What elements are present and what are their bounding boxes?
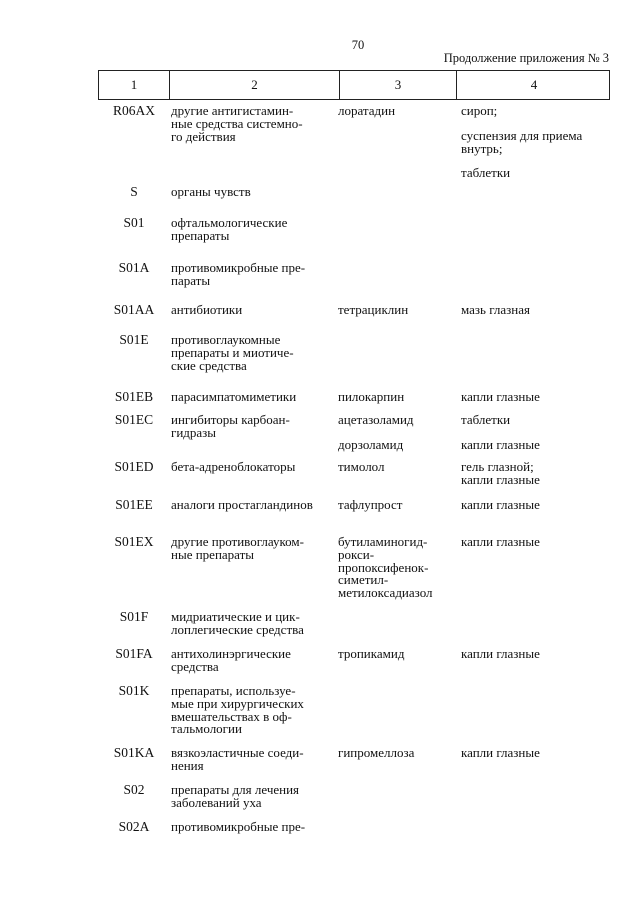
dosage-form-cell <box>461 414 611 452</box>
drug-name: тимолол <box>338 459 385 474</box>
drug-name-cell <box>338 461 458 474</box>
dosage-form: сироп; <box>461 103 498 118</box>
drug-name-cell <box>338 304 458 317</box>
group-name-cell: органы чувств <box>171 184 251 199</box>
group-name-cell: другие антигистамин- ные средства системно- го действия <box>171 103 303 144</box>
atc-code-cell: S01KA <box>113 745 155 760</box>
dosage-form-cell <box>461 391 611 404</box>
group-name-cell: другие противоглауком- ные препараты <box>171 534 304 562</box>
dosage-form-cell <box>461 499 611 512</box>
atc-code-cell: S01F <box>119 609 149 624</box>
drug-name: тетрациклин <box>338 302 409 317</box>
page-number: 70 <box>351 38 365 52</box>
atc-code-cell: S01FA <box>115 646 153 661</box>
group-name-cell: аналоги простагландинов <box>171 497 313 512</box>
dosage-form: таблетки <box>461 165 511 181</box>
atc-code-cell: S01EE <box>115 497 153 512</box>
group-name-cell: ингибиторы карбоан- гидразы <box>171 412 290 440</box>
column-header-1: 1 <box>130 77 138 92</box>
drug-name: гипромеллоза <box>338 745 415 760</box>
atc-code-cell: S01 <box>123 215 145 230</box>
drug-name: ацетазоламид <box>338 412 414 427</box>
atc-code-cell: S01ED <box>114 459 154 474</box>
group-name-cell: антибиотики <box>171 302 243 317</box>
group-name-cell: противоглаукомные препараты и миотиче- ские средства <box>171 332 294 373</box>
group-name-cell: антихолинэргические средства <box>171 646 291 674</box>
atc-code-cell: S01EB <box>114 389 154 404</box>
appendix-continuation-label: Продолжение приложения № 3 <box>443 51 609 65</box>
drug-name-cell <box>338 648 458 661</box>
column-header-3: 3 <box>339 71 456 99</box>
dosage-form-cell <box>461 304 611 317</box>
dosage-form-cell <box>461 461 611 487</box>
group-name-cell: препараты для лечения заболеваний уха <box>171 782 300 810</box>
drug-name-cell <box>338 536 458 600</box>
drug-name-cell <box>338 747 458 760</box>
drug-name-cell <box>338 391 458 404</box>
dosage-form: капли глазные <box>461 646 540 661</box>
atc-code-cell: S02 <box>123 782 145 797</box>
group-name-cell: мидриатические и цик- лоплегические средства <box>171 609 304 637</box>
drug-name: бутиламиногид- рокси- пропоксифенок- симетил- метилоксадиазол <box>338 534 433 601</box>
drug-name-cell <box>338 499 458 512</box>
group-name-cell: противомикробные пре- параты <box>171 260 306 288</box>
dosage-form: таблетки <box>461 412 511 427</box>
atc-code-cell: S01EX <box>114 534 154 549</box>
drug-name: лоратадин <box>338 103 396 118</box>
atc-code-cell: S01K <box>118 683 150 698</box>
dosage-form-cell <box>461 747 611 760</box>
drug-name-cell <box>338 105 458 118</box>
dosage-form: капли глазные <box>461 534 540 549</box>
dosage-form: гель глазной; капли глазные <box>461 459 540 487</box>
dosage-form: капли глазные <box>461 745 540 760</box>
dosage-form-cell <box>461 105 611 180</box>
drug-name: дорзоламид <box>338 436 404 452</box>
atc-code-cell: S <box>130 184 138 199</box>
group-name-cell: противомикробные пре- <box>171 819 306 834</box>
dosage-form-cell <box>461 648 611 661</box>
dosage-form-cell <box>461 536 611 549</box>
atc-code-cell: S01E <box>119 332 149 347</box>
drug-name: тропикамид <box>338 646 405 661</box>
group-name-cell: парасимпатомиметики <box>171 389 297 404</box>
dosage-form: капли глазные <box>461 436 540 452</box>
group-name-cell: препараты, используе- мые при хирургических вмешательствах в оф- тальмологии <box>171 683 304 737</box>
atc-code-cell: S02A <box>118 819 150 834</box>
atc-code-cell: S01EC <box>114 412 154 427</box>
atc-code-cell: S01AA <box>113 302 155 317</box>
drug-name: пилокарпин <box>338 389 405 404</box>
dosage-form: мазь глазная <box>461 302 530 317</box>
drug-name: тафлупрост <box>338 497 403 512</box>
group-name-cell: бета-адреноблокаторы <box>171 459 296 474</box>
column-header-4: 4 <box>456 71 611 99</box>
dosage-form: суспензия для приема внутрь; <box>461 127 583 156</box>
atc-code-cell: S01A <box>118 260 150 275</box>
column-header-2: 2 <box>169 71 339 99</box>
dosage-form: капли глазные <box>461 497 540 512</box>
atc-code-cell: R06AX <box>112 103 155 118</box>
dosage-form: капли глазные <box>461 389 540 404</box>
group-name-cell: вязкоэластичные соеди- нения <box>171 745 304 773</box>
drug-name-cell <box>338 414 458 452</box>
group-name-cell: офтальмологические препараты <box>171 215 288 243</box>
